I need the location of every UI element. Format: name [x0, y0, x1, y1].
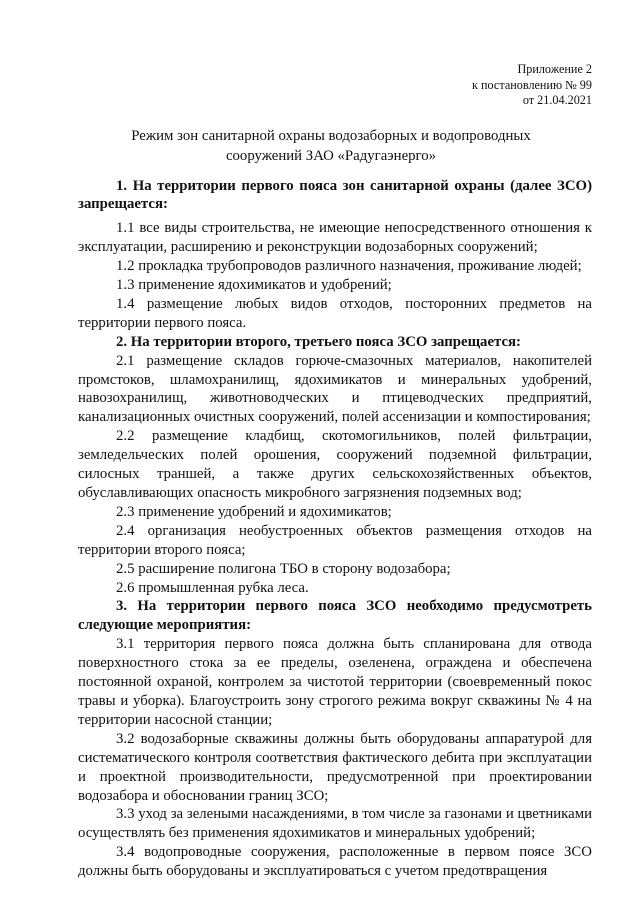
section-heading-1: 1. На территории первого пояса зон санитарной охраны (далее ЗСО) запрещается:: [78, 177, 592, 213]
paragraph-1-1: 1.1 все виды строительства, не имеющие непосредственного отношения к эксплуатации, расширению и реконструкции водозаборных сооружений;: [78, 220, 592, 256]
paragraph-2-1: 2.1 размещение складов горюче-смазочных материалов, накопителей промстоков, шламохранилищ, ядохимикатов и минеральных удобрений, навозохранилищ, животноводческих и птицеводческих предприятий, канализационных очистных сооружений, полей ассенизации и компостирования;: [78, 352, 592, 426]
paragraph-2-3: 2.3 применение удобрений и ядохимикатов;: [116, 503, 392, 520]
paragraph-1-4: 1.4 размещение любых видов отходов, посторонних предметов на территории первого пояса.: [78, 295, 592, 331]
document-body: [78, 177, 592, 882]
paragraph-3-1: 3.1 территория первого пояса должна быть спланирована для отвода поверхностного стока за ее пределы, озеленена, ограждена и обеспечена постоянной охраной, контролем за чистотой территории (своевременный покос травы и уборка). Благоустроить зону строгого режима вокруг скважины № 4 на территории насосной станции;: [78, 636, 592, 728]
paragraph-2-6: 2.6 промышленная рубка леса.: [116, 579, 309, 596]
paragraph-2-4: 2.4 организация необустроенных объектов размещения отходов на территории второго пояса;: [78, 522, 592, 558]
paragraph-1-2: 1.2 прокладка трубопроводов различного назначения, проживание людей;: [116, 258, 582, 275]
paragraph-3-4: 3.4 водопроводные сооружения, расположенные в первом поясе ЗСО должны быть оборудованы и эксплуатироваться с учетом предотвращения: [78, 844, 592, 880]
document-title: [78, 126, 584, 167]
paragraph-2-2: 2.2 размещение кладбищ, скотомогильников, полей фильтрации, земледельческих полей орошения, сооружений подземной фильтрации, силосных траншей, а также других сельскохозяйственных объектов, обуславливающих опасность микробного загрязнения подземных вод;: [78, 428, 592, 501]
section-heading-3: 3. На территории первого пояса ЗСО необходимо предусмотреть следующие мероприятия:: [78, 598, 592, 634]
paragraph-3-3: 3.3 уход за зелеными насаждениями, в том числе за газонами и цветниками осуществлять без применения ядохимикатов и минеральных удобрений;: [78, 806, 592, 842]
title-line-1: Режим зон санитарной охраны водозаборных и водопроводных: [131, 127, 531, 144]
paragraph-1-3: 1.3 применение ядохимикатов и удобрений;: [116, 277, 392, 294]
appendix-decree-line: к постановлению № 99: [472, 77, 592, 92]
section-heading-2: 2. На территории второго, третьего пояса ЗСО запрещается:: [116, 333, 521, 350]
appendix-date-line: от 21.04.2021: [522, 93, 592, 107]
title-line-2: сооружений ЗАО «Радугаэнерго»: [225, 148, 437, 164]
paragraph-2-5: 2.5 расширение полигона ТБО в сторону водозабора;: [116, 560, 451, 577]
paragraph-3-2: 3.2 водозаборные скважины должны быть оборудованы аппаратурой для систематического контроля соответствия фактического дебита при эксплуатации и проектной производительности, предусмотренной при проектировании водозабора и обосновании границ ЗСО;: [78, 730, 592, 804]
appendix-block: [78, 62, 592, 109]
appendix-line: Приложение 2: [517, 62, 592, 76]
